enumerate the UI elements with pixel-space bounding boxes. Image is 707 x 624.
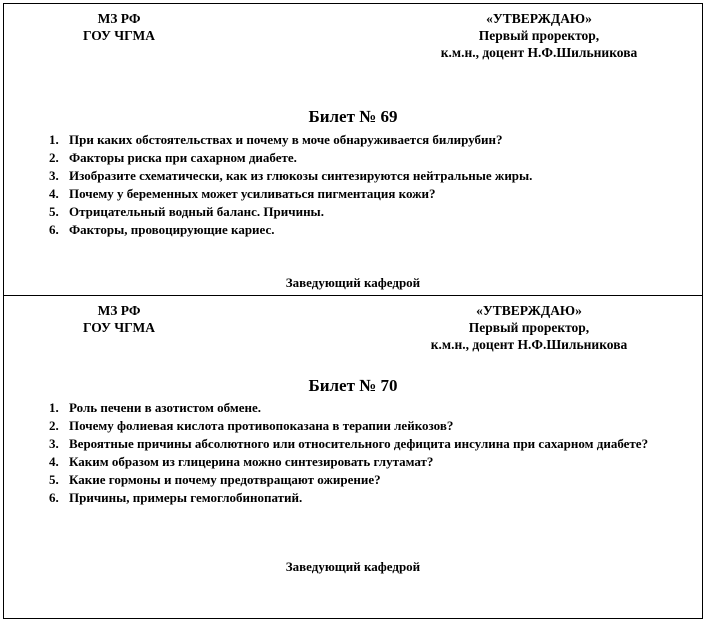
approver-title: Первый проректор, <box>468 320 590 335</box>
question-text: Почему фолиевая кислота противопоказана в терапии лейкозов? <box>69 418 454 433</box>
question-text: Почему у беременных может усиливаться пигментация кожи? <box>69 186 436 201</box>
question-number: 4. <box>49 186 59 201</box>
ministry-line: МЗ РФ <box>97 11 141 26</box>
approver-title: Первый проректор, <box>478 28 600 43</box>
question-item <box>49 131 694 149</box>
question-number: 1. <box>49 132 59 147</box>
question-text: Какие гормоны и почему предотвращают ожирение? <box>69 472 381 487</box>
question-item <box>49 185 694 203</box>
ticket-70 <box>3 295 703 619</box>
question-number: 5. <box>49 472 59 487</box>
question-text: Причины, примеры гемоглобинопатий. <box>69 490 303 505</box>
question-list <box>49 399 694 507</box>
approval-block <box>389 302 669 353</box>
department-head-signature: Заведующий кафедрой <box>285 275 421 290</box>
question-item <box>49 417 694 435</box>
question-item <box>49 221 694 239</box>
question-text: Каким образом из глицерина можно синтезировать глутамат? <box>69 454 434 469</box>
question-number: 3. <box>49 436 59 451</box>
question-item <box>49 203 694 221</box>
question-number: 5. <box>49 204 59 219</box>
approval-word: «УТВЕРЖДАЮ» <box>476 303 582 318</box>
ticket-title: Билет № 70 <box>308 376 398 395</box>
question-item <box>49 453 694 471</box>
question-number: 2. <box>49 150 59 165</box>
ministry-header <box>54 302 184 336</box>
ministry-header <box>54 10 184 44</box>
question-text: Факторы, провоцирующие кариес. <box>69 222 275 237</box>
question-text: Вероятные причины абсолютного или относительного дефицита инсулина при сахарном диабете? <box>69 436 649 451</box>
question-item <box>49 471 694 489</box>
ministry-line: МЗ РФ <box>97 303 141 318</box>
approver-name: к.м.н., доцент Н.Ф.Шильникова <box>440 45 638 60</box>
question-number: 3. <box>49 168 59 183</box>
academy-line: ГОУ ЧГМА <box>82 28 156 43</box>
question-text: Изобразите схематически, как из глюкозы синтезируются нейтральные жиры. <box>69 168 533 183</box>
question-number: 6. <box>49 490 59 505</box>
question-number: 1. <box>49 400 59 415</box>
approver-name: к.м.н., доцент Н.Ф.Шильникова <box>430 337 628 352</box>
approval-block <box>399 10 679 61</box>
academy-line: ГОУ ЧГМА <box>82 320 156 335</box>
question-list <box>49 131 694 239</box>
question-number: 4. <box>49 454 59 469</box>
question-item <box>49 399 694 417</box>
question-item <box>49 149 694 167</box>
question-number: 2. <box>49 418 59 433</box>
question-text: Роль печени в азотистом обмене. <box>69 400 261 415</box>
question-text: Отрицательный водный баланс. Причины. <box>69 204 324 219</box>
department-head-signature: Заведующий кафедрой <box>285 559 421 574</box>
question-item <box>49 435 694 453</box>
question-text: Факторы риска при сахарном диабете. <box>69 150 297 165</box>
ticket-title: Билет № 69 <box>308 107 398 126</box>
approval-word: «УТВЕРЖДАЮ» <box>486 11 592 26</box>
question-text: При каких обстоятельствах и почему в моче обнаруживается билирубин? <box>69 132 503 147</box>
ticket-69 <box>3 3 703 296</box>
question-number: 6. <box>49 222 59 237</box>
question-item <box>49 167 694 185</box>
question-item <box>49 489 694 507</box>
